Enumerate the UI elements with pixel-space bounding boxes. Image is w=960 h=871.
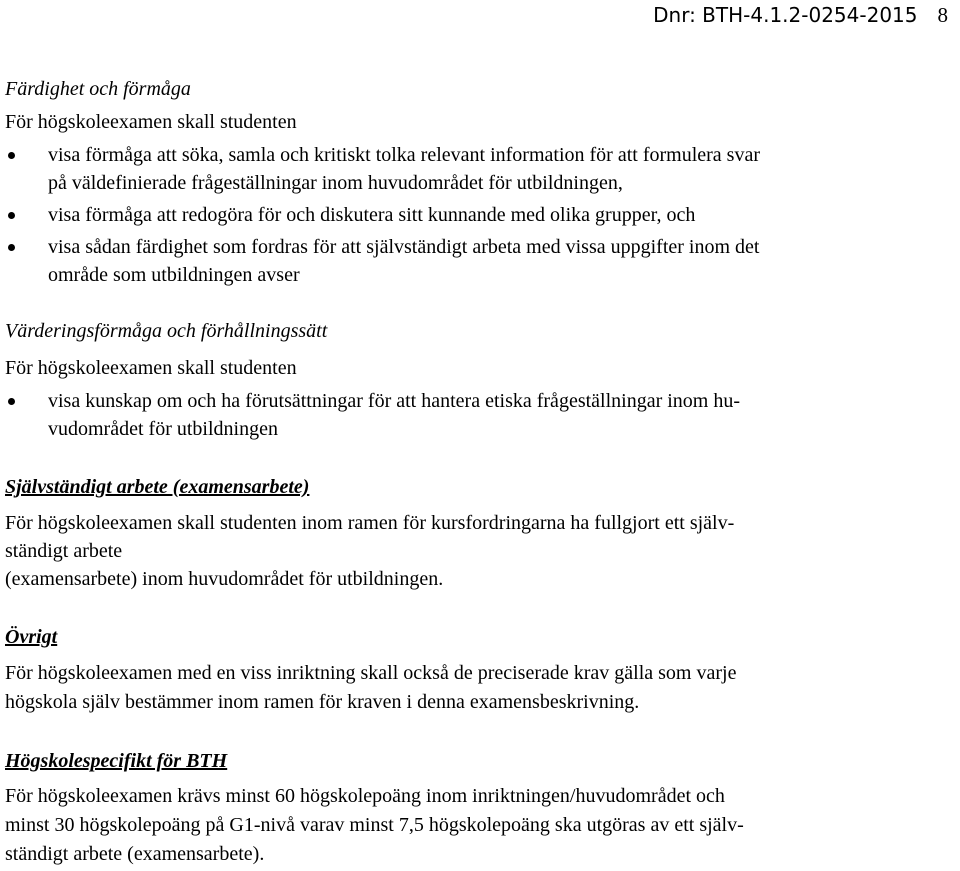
bullet-icon — [8, 398, 15, 405]
section-intro-vardering: För högskoleexamen skall studenten — [5, 357, 297, 379]
paragraph-ovrigt-line-2: högskola själv bestämmer inom ramen för kraven i denna examensbeskrivning. — [5, 691, 640, 713]
bullet-item-vardering-1-line-2: vudområdet för utbildningen — [48, 418, 278, 440]
paragraph-sjalvstandigt-line-3: (examensarbete) inom huvudområdet för utbildningen. — [5, 568, 444, 590]
page-header — [653, 2, 948, 28]
bullet-item-fardighet-2: visa förmåga att redogöra för och diskutera sitt kunnande med olika grupper, och — [48, 204, 696, 226]
bullet-icon — [8, 212, 15, 219]
section-heading-fardighet: Färdighet och förmåga — [5, 78, 191, 100]
bullet-item-fardighet-1-line-1: visa förmåga att söka, samla och kritiskt tolka relevant information för att formulera svar — [48, 144, 760, 166]
paragraph-hogskolespecifikt-line-1: För högskoleexamen krävs minst 60 högskolepoäng inom inriktningen/huvudområdet och — [5, 785, 725, 807]
paragraph-sjalvstandigt-line-1: För högskoleexamen skall studenten inom ramen för kursfordringarna ha fullgjort ett själv- — [5, 512, 735, 534]
section-heading-hogskolespecifikt: Högskolespecifikt för BTH — [5, 750, 228, 772]
bullet-icon — [8, 152, 15, 159]
paragraph-sjalvstandigt-line-2: ständigt arbete — [5, 540, 123, 562]
bullet-item-fardighet-3-line-1: visa sådan färdighet som fordras för att självständigt arbeta med vissa uppgifter inom det — [48, 236, 760, 258]
paragraph-hogskolespecifikt-line-3: ständigt arbete (examensarbete). — [5, 843, 265, 865]
section-heading-ovrigt: Övrigt — [5, 626, 58, 648]
section-heading-vardering: Värderingsförmåga och förhållningssätt — [5, 320, 328, 342]
paragraph-hogskolespecifikt-line-2: minst 30 högskolepoäng på G1-nivå varav minst 7,5 högskolepoäng ska utgöras av ett själv- — [5, 814, 744, 836]
bullet-icon — [8, 244, 15, 251]
section-intro-fardighet: För högskoleexamen skall studenten — [5, 111, 297, 133]
paragraph-ovrigt-line-1: För högskoleexamen med en viss inriktning skall också de preciserade krav gälla som varje — [5, 662, 737, 684]
page-number: 8 — [937, 3, 948, 27]
bullet-item-vardering-1-line-1: visa kunskap om och ha förutsättningar för att hantera etiska frågeställningar inom hu- — [48, 390, 741, 412]
bullet-item-fardighet-3-line-2: område som utbildningen avser — [48, 264, 300, 286]
bullet-item-fardighet-1-line-2: på väldefinierade frågeställningar inom huvudområdet för utbildningen, — [48, 172, 623, 194]
section-heading-sjalvstandigt: Självständigt arbete (examensarbete) — [5, 476, 310, 498]
document-number: Dnr: BTH-4.1.2-0254-2015 — [653, 3, 918, 27]
